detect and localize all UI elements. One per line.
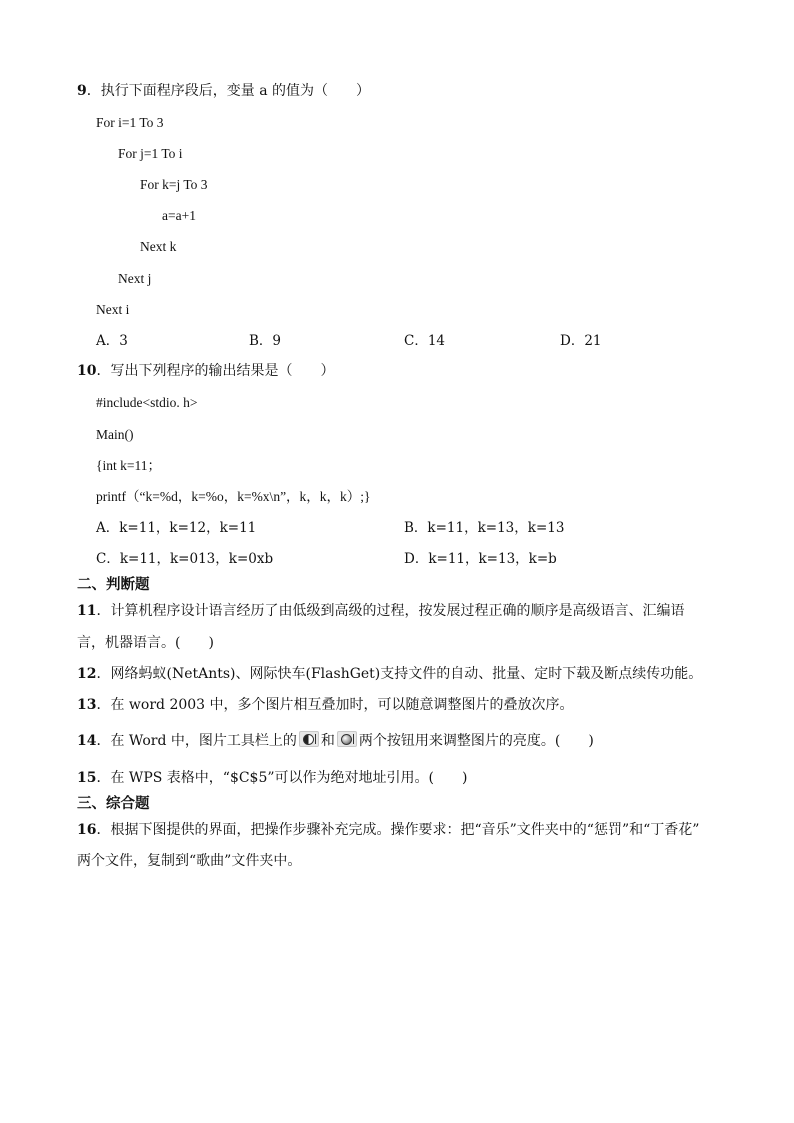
question-number: 15 [77, 770, 97, 786]
option-a: A．3 [96, 333, 128, 349]
question-11 [77, 601, 684, 621]
code-line: For j=1 To i [118, 146, 183, 161]
question-12 [77, 664, 702, 684]
section-title: 三、综合题 [77, 795, 150, 812]
code-line: Next i [96, 302, 130, 317]
code-line: printf（“k=%d，k=%o，k=%x\n”，k，k，k）;} [96, 489, 371, 504]
question-9 [77, 81, 370, 101]
question-text: ．在 word 2003 中，多个图片相互叠加时，可以随意调整图片的叠放次序。 [96, 697, 574, 713]
question-number: 10 [77, 363, 97, 379]
question-number: 13 [77, 697, 97, 713]
code-line: Next j [118, 271, 152, 286]
option-a: A．k=11，k=12，k=11 [96, 520, 257, 536]
question-text: ．根据下图提供的界面，把操作步骤补充完成。操作要求：把“音乐”文件夹中的“惩罚”和“丁香花” [96, 822, 700, 838]
section-title: 二、判断题 [77, 576, 150, 593]
code-line: {int k=11； [96, 458, 161, 473]
question-number: 12 [77, 666, 97, 682]
option-c: C．k=11，k=013，k=0xb [96, 551, 274, 567]
question-number: 16 [77, 822, 97, 838]
option-d: D．k=11，k=13，k=b [404, 551, 557, 567]
question-text: 和 [320, 733, 335, 749]
question-11-continuation: 言，机器语言。( ) [77, 635, 214, 651]
question-13 [77, 695, 574, 715]
code-line: #include<stdio. h> [96, 395, 198, 410]
question-text: ．网络蚂蚁(NetAnts)、网际快车(FlashGet)支持文件的自动、批量、定时下载及断点续传功能。 [96, 666, 703, 682]
question-text: ．写出下列程序的输出结果是（ ） [96, 363, 335, 379]
option-b: B．k=11，k=13，k=13 [404, 520, 565, 536]
contrast-button-icon [299, 731, 319, 747]
question-16-continuation: 两个文件，复制到“歌曲”文件夹中。 [77, 853, 302, 869]
code-line: For i=1 To 3 [96, 115, 164, 130]
code-line: a=a+1 [162, 208, 196, 223]
question-16 [77, 820, 699, 840]
question-number: 11 [77, 603, 97, 619]
question-text: ．执行下面程序段后，变量 a 的值为（ ） [86, 83, 370, 99]
question-14 [77, 731, 594, 751]
code-line: Next k [140, 239, 177, 254]
option-c: C．14 [404, 333, 446, 349]
question-text: ．在 Word 中，图片工具栏上的 [96, 733, 297, 749]
question-10 [77, 361, 334, 381]
code-line: For k=j To 3 [140, 177, 208, 192]
question-15 [77, 768, 467, 788]
brightness-button-icon [337, 731, 357, 747]
question-number: 9 [77, 83, 87, 99]
option-d: D．21 [560, 333, 602, 349]
question-number: 14 [77, 733, 97, 749]
option-b: B．9 [249, 333, 282, 349]
question-text: 两个按钮用来调整图片的亮度。( ) [358, 733, 594, 749]
question-text: ．计算机程序设计语言经历了由低级到高级的过程，按发展过程正确的顺序是高级语言、汇编语 [96, 603, 685, 619]
question-text: ．在 WPS 表格中，“$C$5”可以作为绝对地址引用。( ) [96, 770, 468, 786]
code-line: Main() [96, 427, 134, 442]
